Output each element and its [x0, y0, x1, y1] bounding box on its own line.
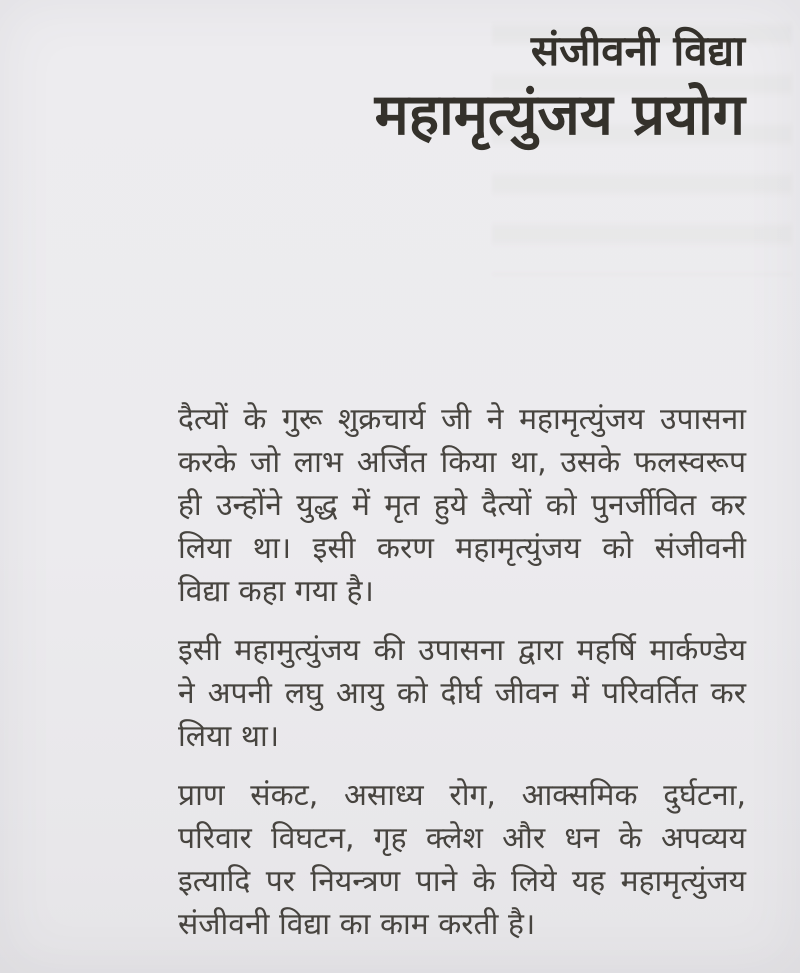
body-text	[178, 398, 746, 946]
chapter-heading	[375, 24, 745, 150]
paragraph-2	[178, 629, 746, 758]
text-line: विद्या कहा गया है।	[178, 574, 374, 609]
text-line: दैत्यों के गुरू शुक्रचार्य जी ने महामृत्युंजय उपासना	[178, 402, 746, 437]
chapter-title: महामृत्युंजय प्रयोग	[374, 82, 745, 148]
text-line: ने अपनी लघु आयु को दीर्घ जीवन में परिवर्तित कर	[178, 676, 746, 711]
chapter-subtitle: संजीवनी विद्या	[530, 26, 745, 75]
text-line: करके जो लाभ अर्जित किया था, उसके फलस्वरूप	[178, 445, 746, 480]
text-line: इसी महामुत्युंजय की उपासना द्वारा महर्षि मार्कण्डेय	[178, 633, 746, 668]
text-line: ही उन्होंने युद्ध में मृत हुये दैत्यों को पुनर्जीवित कर	[178, 488, 746, 523]
paragraph-1	[178, 398, 746, 613]
text-line: इत्यादि पर नियन्त्रण पाने के लिये यह महामृत्युंजय	[178, 864, 746, 899]
text-line: लिया था।	[178, 719, 280, 754]
text-line: संजीवनी विद्या का काम करती है।	[178, 907, 536, 942]
text-line: प्राण संकट, असाध्य रोग, आक्समिक दुर्घटना,	[178, 778, 746, 813]
text-line: लिया था। इसी करण महामृत्युंजय को संजीवनी	[178, 531, 746, 566]
text-line: परिवार विघटन, गृह क्लेश और धन के अपव्यय	[178, 821, 746, 856]
paragraph-3	[178, 774, 746, 946]
